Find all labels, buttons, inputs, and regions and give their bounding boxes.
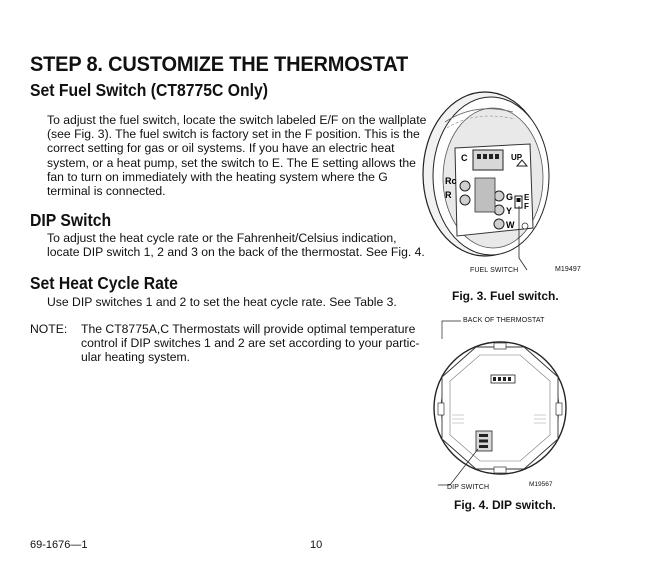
fuel-e-label: E <box>524 193 530 202</box>
terminal-rc-label: Rc <box>445 176 457 186</box>
paragraph-line: Use DIP switches 1 and 2 to set the heat cycle rate. See Table 3. <box>47 295 397 309</box>
paragraph-line: fan to turn on immediately with the heating system where the G <box>47 169 388 184</box>
paragraph-line: To adjust the heat cycle rate or the Fahrenheit/Celsius indication, <box>47 231 397 245</box>
paragraph-line: control if DIP switches 1 and 2 are set according to your partic- <box>81 336 420 351</box>
note-paragraph <box>81 322 419 365</box>
fuel-switch-callout: FUEL SWITCH <box>470 267 519 274</box>
terminal-c-label: C <box>461 153 468 163</box>
dip-switch-illustration <box>420 315 570 495</box>
heat-cycle-paragraph <box>47 295 397 309</box>
paragraph-line: system, or a heat pump, set the switch to E. The E setting allows the <box>47 155 416 170</box>
figure-code: M19567 <box>529 481 553 488</box>
dip-switch-callout: DIP SWITCH <box>447 484 490 491</box>
paragraph-line: terminal is connected. <box>47 184 166 199</box>
terminal-w-label: W <box>506 220 515 230</box>
paragraph-line: locate DIP switch 1, 2 and 3 on the back of the thermostat. See Fig. 4. <box>47 245 425 260</box>
fuel-switch-illustration <box>415 88 565 283</box>
fuel-f-label: F <box>524 202 529 211</box>
note-label: NOTE: <box>30 322 68 336</box>
dip-switch-heading: DIP Switch <box>30 210 112 230</box>
figure-code: M19497 <box>555 266 581 273</box>
back-of-thermostat-callout: BACK OF THERMOSTAT <box>463 317 545 324</box>
paragraph-line: (see Fig. 3). The fuel switch is factory set in the F position. This is the <box>47 127 420 142</box>
paragraph-line: The CT8775A,C Thermostats will provide optimal temperature <box>81 322 416 336</box>
paragraph-line: To adjust the fuel switch, locate the switch labeled E/F on the wallplate <box>47 113 427 127</box>
page-number: 10 <box>310 539 323 551</box>
fuel-switch-heading: Set Fuel Switch (CT8775C Only) <box>30 80 269 100</box>
page-title: STEP 8. CUSTOMIZE THE THERMOSTAT <box>30 52 409 76</box>
document-number: 69-1676—1 <box>30 539 88 551</box>
up-label: UP <box>511 153 523 162</box>
figure-4-caption: Fig. 4. DIP switch. <box>454 498 556 512</box>
heat-cycle-heading: Set Heat Cycle Rate <box>30 273 178 293</box>
terminal-g-label: G <box>506 192 514 202</box>
paragraph-line: correct setting for gas or oil systems. If you have an electric heat <box>47 141 395 156</box>
terminal-r-label: R <box>445 190 452 200</box>
figure-3-caption: Fig. 3. Fuel switch. <box>452 289 559 303</box>
dip-switch-paragraph <box>47 231 425 259</box>
terminal-y-label: Y <box>506 206 513 216</box>
paragraph-line: ular heating system. <box>81 350 191 365</box>
fuel-switch-paragraph <box>47 113 426 198</box>
